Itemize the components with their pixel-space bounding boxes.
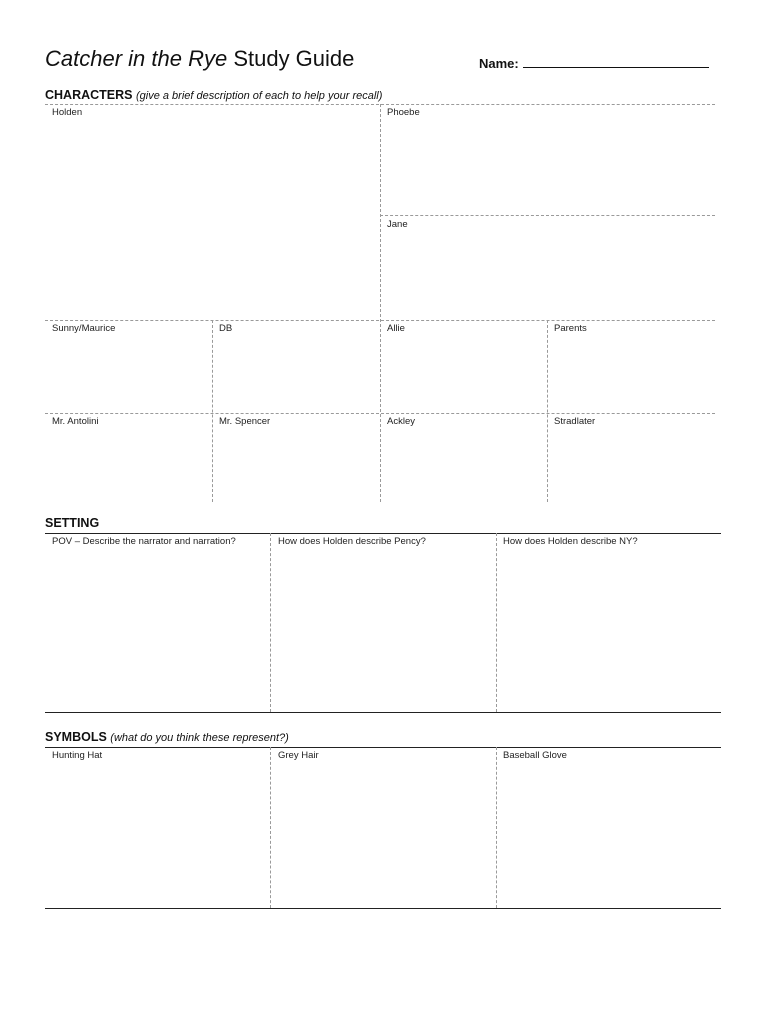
name-blank-line[interactable]	[523, 55, 709, 68]
symbols-top-rule	[45, 747, 721, 748]
cell-phoebe: Phoebe	[387, 107, 420, 118]
cell-pency: How does Holden describe Pency?	[278, 536, 426, 547]
symbols-heading	[45, 730, 289, 744]
cell-spencer: Mr. Spencer	[219, 416, 271, 427]
name-field[interactable]	[479, 55, 709, 71]
symbols-bottom-rule	[45, 908, 721, 909]
cell-pov: POV – Describe the narrator and narration?	[52, 536, 236, 547]
name-label: Name:	[479, 56, 519, 71]
cell-ny: How does Holden describe NY?	[503, 536, 638, 547]
cell-sunny-maurice: Sunny/Maurice	[52, 323, 116, 334]
symbols-column-divider	[496, 747, 497, 908]
characters-column-divider	[380, 104, 381, 502]
setting-heading	[45, 516, 99, 530]
characters-divider	[380, 215, 715, 216]
title-suffix: Study Guide	[227, 46, 355, 71]
setting-column-divider	[496, 533, 497, 712]
cell-stradlater: Stradlater	[554, 416, 596, 427]
cell-jane: Jane	[387, 219, 408, 230]
setting-bottom-rule	[45, 712, 721, 713]
characters-column-divider	[212, 320, 213, 502]
cell-ackley: Ackley	[387, 416, 415, 427]
cell-holden: Holden	[52, 107, 83, 118]
cell-antolini: Mr. Antolini	[52, 416, 99, 427]
cell-parents: Parents	[554, 323, 587, 334]
page-title	[45, 46, 354, 72]
characters-title: CHARACTERS	[45, 88, 133, 102]
setting-title: SETTING	[45, 516, 100, 530]
cell-allie: Allie	[387, 323, 405, 334]
setting-top-rule	[45, 533, 721, 534]
symbols-column-divider	[270, 747, 271, 908]
cell-grey-hair: Grey Hair	[278, 750, 319, 761]
characters-note: (give a brief description of each to help your recall)	[135, 90, 383, 102]
characters-column-divider	[547, 320, 548, 502]
symbols-note: (what do you think these represent?)	[110, 732, 289, 744]
cell-baseball-glove: Baseball Glove	[503, 750, 567, 761]
setting-column-divider	[270, 533, 271, 712]
cell-hunting-hat: Hunting Hat	[52, 750, 103, 761]
characters-heading	[45, 88, 382, 102]
symbols-title: SYMBOLS	[45, 730, 107, 744]
cell-db: DB	[219, 323, 233, 334]
title-book-name: Catcher in the Rye	[45, 46, 228, 71]
